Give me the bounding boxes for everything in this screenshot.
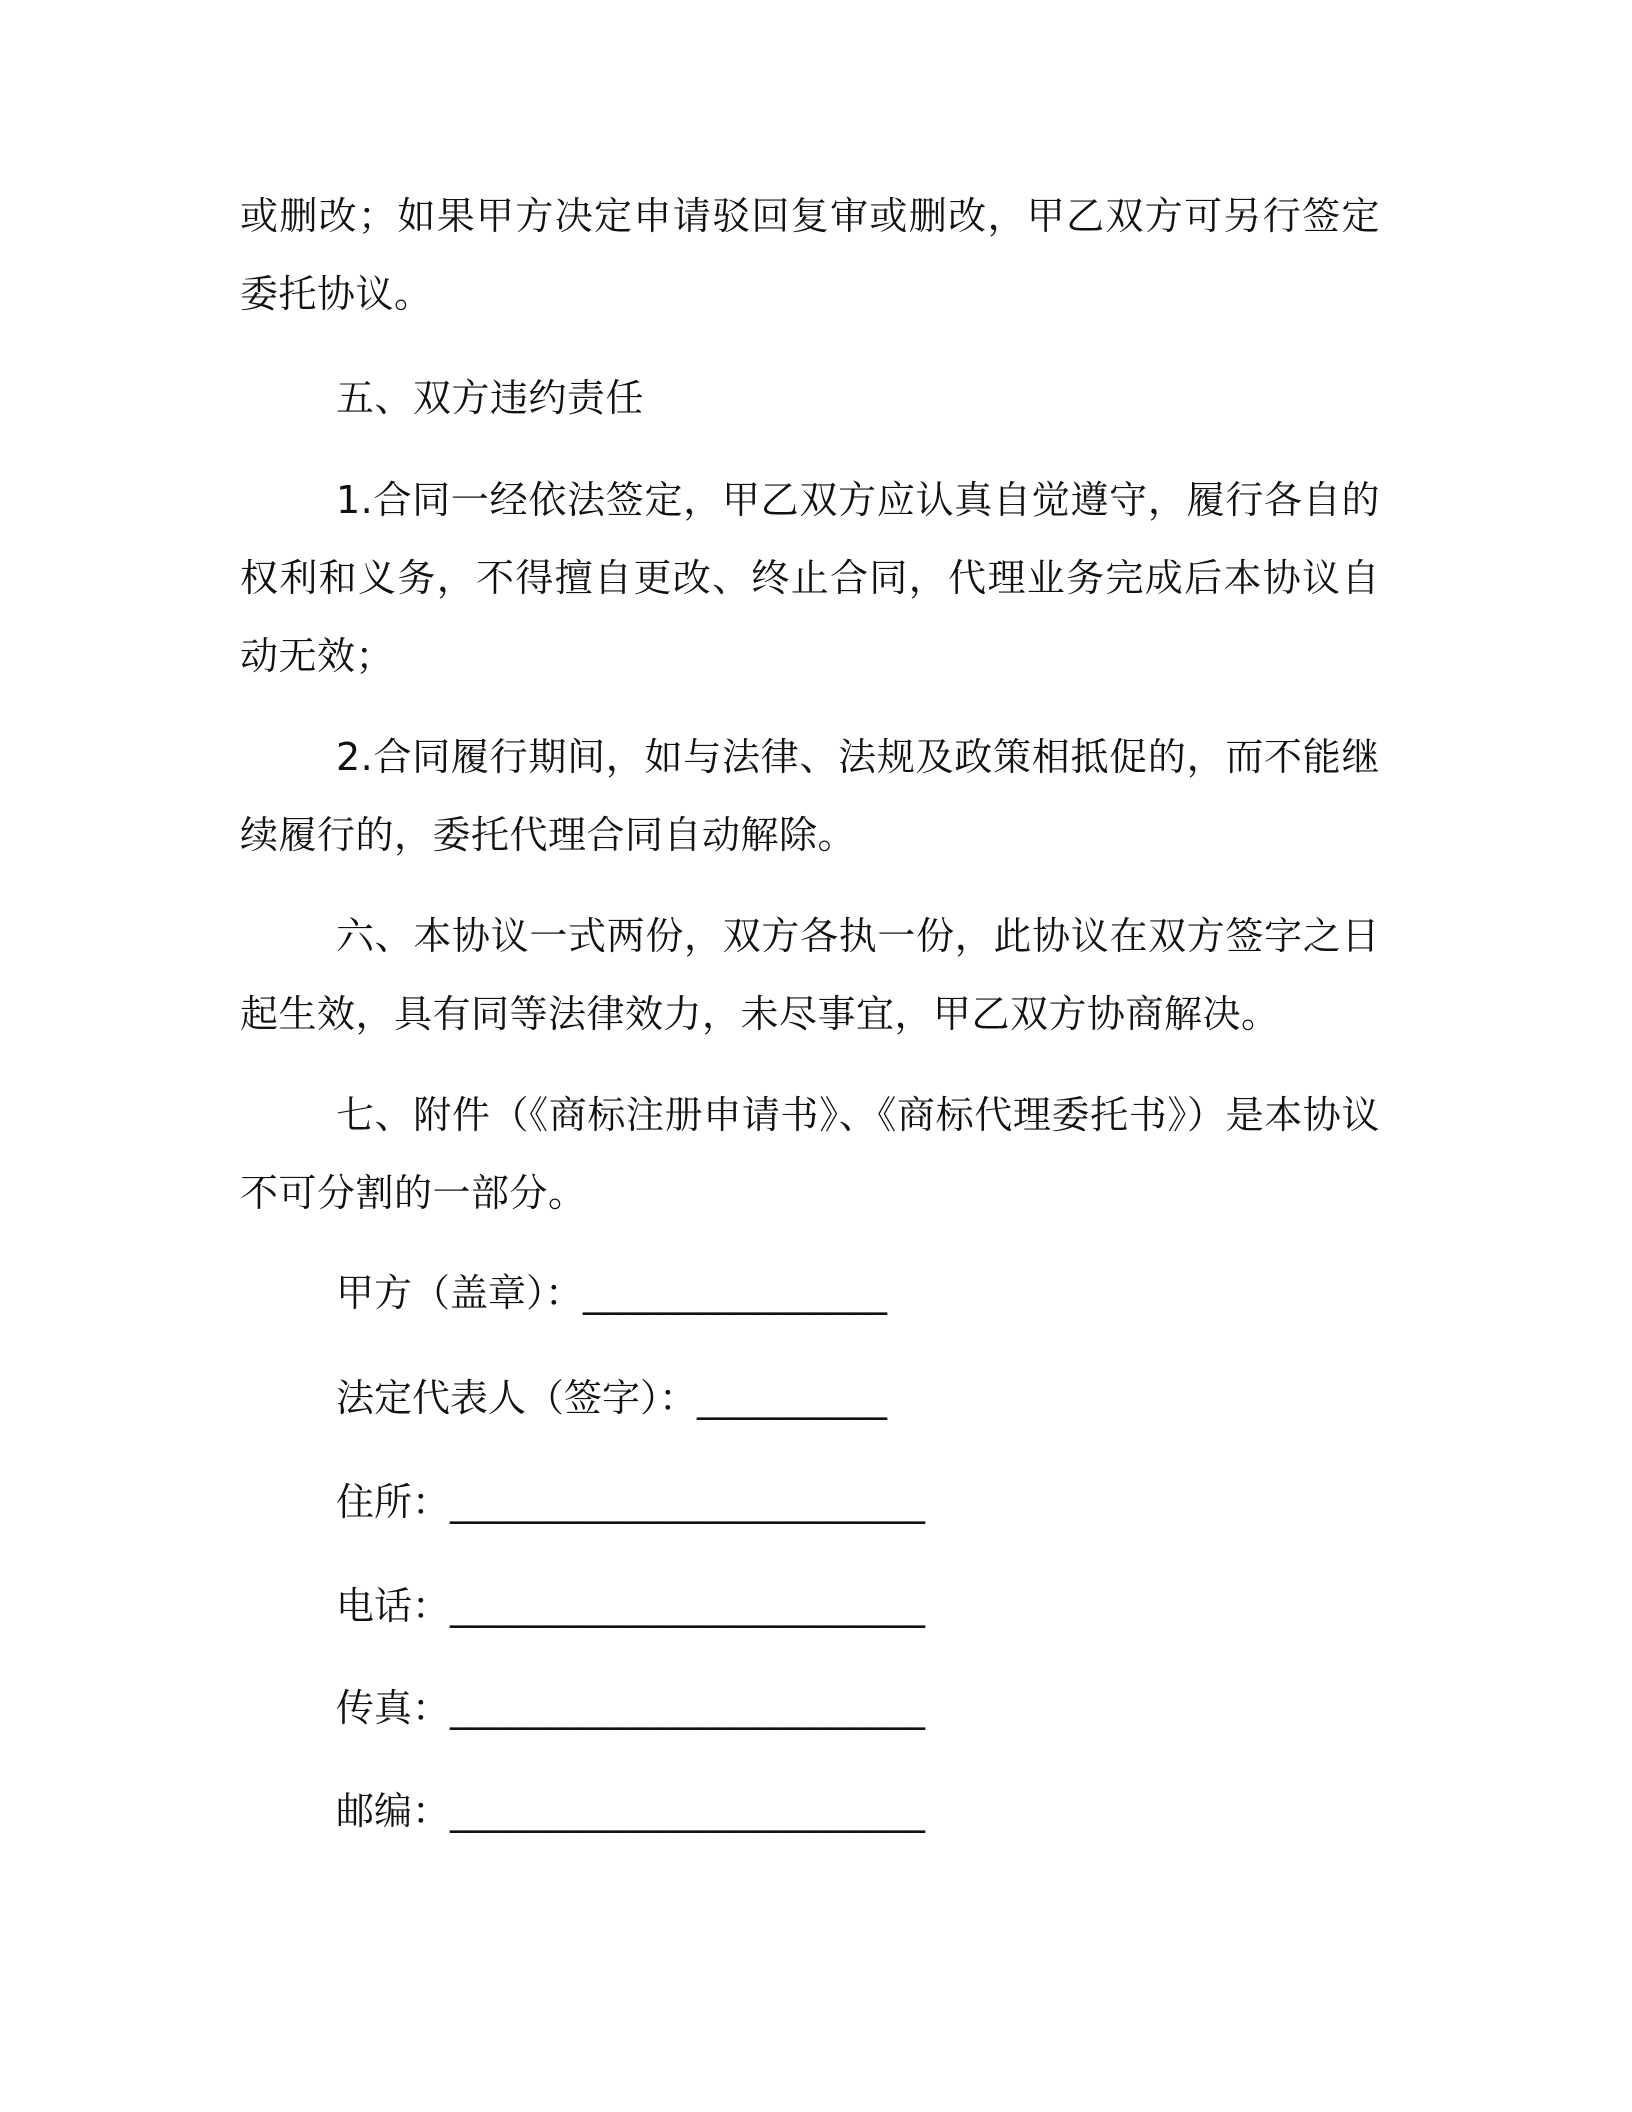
field-label: 邮编： [336, 1789, 451, 1833]
field-blank-line: __________ [697, 1376, 888, 1420]
field-blank-line: ________________ [583, 1271, 888, 1315]
field-blank-line: _________________________ [450, 1686, 926, 1730]
signature-field-legal-representative [336, 1373, 887, 1423]
field-blank-line: _________________________ [450, 1789, 926, 1833]
section-heading-breach-liability: 五、双方违约责任 [336, 376, 645, 420]
field-label: 住所： [336, 1480, 451, 1524]
signature-field-party-a-seal [336, 1268, 887, 1318]
paragraph-section-seven: 七、附件（《商标注册申请书》、《商标代理委托书》）是本协议不可分割的一部分。 [240, 1093, 1380, 1215]
field-label: 传真： [336, 1686, 451, 1730]
paragraph-section-six: 六、本协议一式两份，双方各执一份，此协议在双方签字之日起生效，具有同等法律效力，未尽事宜，甲乙双方协商解决。 [240, 914, 1380, 1036]
field-blank-line: _________________________ [450, 1480, 926, 1524]
signature-field-fax [336, 1683, 925, 1733]
paragraph-clause-1: 1.合同一经依法签定，甲乙双方应认真自觉遵守，履行各自的权利和义务，不得擅自更改、终止合同，代理业务完成后本协议自动无效； [240, 478, 1380, 678]
paragraph-clause-2: 2.合同履行期间，如与法律、法规及政策相抵促的，而不能继续履行的，委托代理合同自动解除。 [240, 735, 1380, 857]
signature-field-phone [336, 1581, 925, 1631]
field-label: 电话： [336, 1584, 451, 1628]
field-blank-line: _________________________ [450, 1584, 926, 1628]
paragraph-continuation: 或删改；如果甲方决定申请驳回复审或删改，甲乙双方可另行签定委托协议。 [240, 194, 1380, 316]
signature-field-postcode [336, 1786, 925, 1836]
field-label: 甲方（盖章）： [336, 1271, 584, 1315]
signature-field-address [336, 1477, 925, 1527]
field-label: 法定代表人（签字）： [336, 1376, 698, 1420]
